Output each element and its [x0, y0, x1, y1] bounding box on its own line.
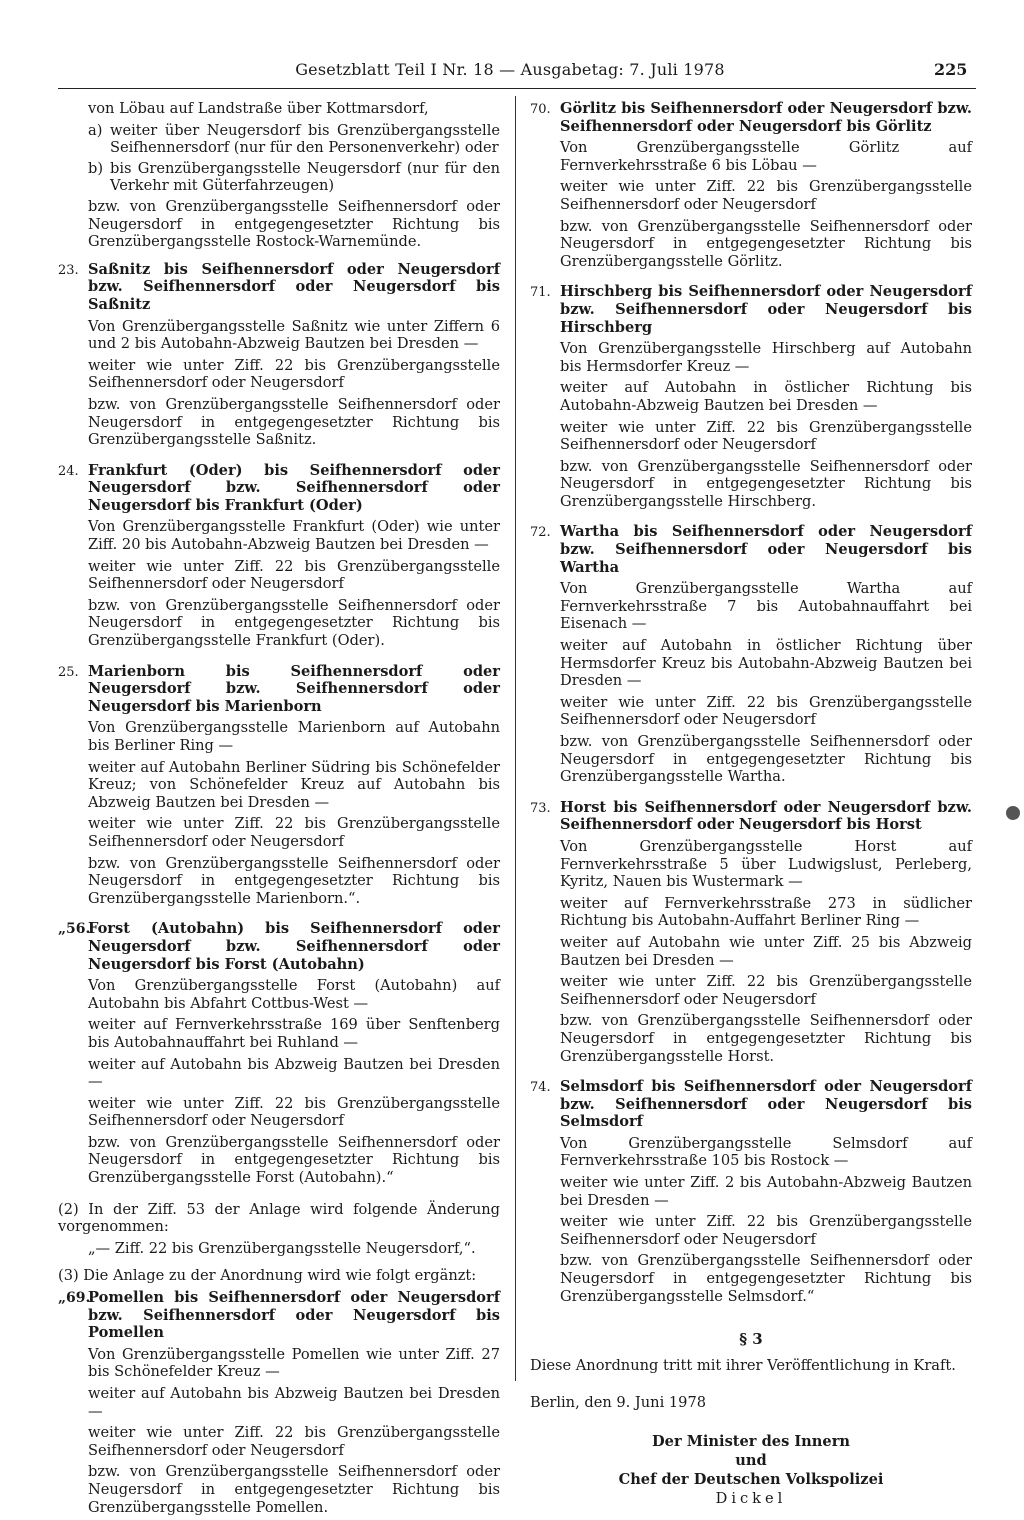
- route-intro: von Löbau auf Landstraße über Kottmarsdorf,: [88, 100, 429, 117]
- item-number: 74.: [530, 1080, 551, 1096]
- item-line: weiter auf Fernverkehrsstraße 273 in südlicher Richtung bis Autobahn-Auffahrt Berliner Ring —: [560, 894, 972, 930]
- page-number: 225: [934, 60, 968, 79]
- item-number: 70.: [530, 102, 551, 117]
- item-heading: Hirschberg bis Seifhennersdorf oder Neugersdorf bzw. Seifhennersdorf oder Neugersdorf bis Hirschberg: [560, 283, 972, 336]
- item-body: [560, 100, 972, 274]
- header-rule: [58, 88, 976, 89]
- item-line: weiter auf Fernverkehrsstraße 169 über Senftenberg bis Autobahnauffahrt bei Ruhland —: [88, 1016, 500, 1051]
- item-body: [88, 920, 500, 1190]
- item-line: weiter wie unter Ziff. 22 bis Grenzübergangsstelle Seifhennersdorf oder Neugersdorf: [88, 1094, 500, 1130]
- route-item: [58, 920, 500, 1190]
- left-route-list: [58, 261, 500, 1191]
- item-line: weiter wie unter Ziff. 22 bis Grenzübergangsstelle Seifhennersdorf oder Neugersdorf: [560, 178, 972, 213]
- item-line: weiter wie unter Ziff. 22 bis Grenzübergangsstelle Seifhennersdorf oder Neugersdorf: [560, 418, 972, 454]
- route-item-69: [58, 1289, 500, 1520]
- right-column: [530, 100, 972, 1508]
- item-line: bzw. von Grenzübergangsstelle Seifhennersdorf oder Neugersdorf in entgegengesetzter Richtung bis Grenzübergangsstelle Horst.: [560, 1012, 972, 1065]
- item-heading: Selmsdorf bis Seifhennersdorf oder Neugersdorf bzw. Seifhennersdorf oder Neugersdorf bis Selmsdorf: [560, 1078, 972, 1131]
- item-number: 71.: [530, 285, 551, 301]
- item-line: Von Grenzübergangsstelle Forst (Autobahn) auf Autobahn bis Abfahrt Cottbus-West —: [88, 977, 500, 1012]
- item-heading: Horst bis Seifhennersdorf oder Neugersdorf bzw. Seifhennersdorf oder Neugersdorf bis Horst: [560, 798, 972, 834]
- item-line: weiter auf Autobahn Berliner Südring bis Schönefelder Kreuz; von Schönefelder Kreuz auf Autobahn bis Abzweig Bautzen bei Dresden —: [88, 758, 500, 811]
- item-line: weiter wie unter Ziff. 22 bis Grenzübergangsstelle Seifhennersdorf oder Neugersdorf: [88, 815, 500, 850]
- route-item: [58, 261, 500, 453]
- route-item: [58, 663, 500, 912]
- item-number: 23.: [58, 262, 79, 278]
- item-line: Von Grenzübergangsstelle Hirschberg auf Autobahn bis Hermsdorfer Kreuz —: [560, 340, 972, 375]
- section-heading: § 3: [739, 1330, 763, 1349]
- column-divider: [515, 96, 516, 1381]
- route-return: bzw. von Grenzübergangsstelle Seifhennersdorf oder Neugersdorf in entgegengesetzter Richtung bis Grenzübergangsstelle Rostock-Warnemünde.: [88, 197, 500, 251]
- paragraph-3-text: (3) Die Anlage zu der Anordnung wird wie folgt ergänzt:: [58, 1267, 477, 1285]
- item-line: Von Grenzübergangsstelle Görlitz auf Fernverkehrsstraße 6 bis Löbau —: [560, 139, 972, 174]
- item-line: bzw. von Grenzübergangsstelle Seifhennersdorf oder Neugersdorf in entgegengesetzter Richtung bis Grenzübergangsstelle Frankfurt (Oder).: [88, 596, 500, 650]
- item-line: weiter auf Autobahn wie unter Ziff. 25 bis Abzweig Bautzen bei Dresden —: [560, 933, 972, 969]
- item-line: weiter wie unter Ziff. 2 bis Autobahn-Abzweig Bautzen bei Dresden —: [560, 1174, 972, 1209]
- item-heading: Görlitz bis Seifhennersdorf oder Neugersdorf bzw. Seifhennersdorf oder Neugersdorf bis Görlitz: [560, 100, 972, 135]
- item-body: [560, 523, 972, 789]
- item-heading: Pomellen bis Seifhennersdorf oder Neugersdorf bzw. Seifhennersdorf oder Neugersdorf bis Pomellen: [88, 1289, 500, 1342]
- gazette-title: Gesetzblatt Teil I Nr. 18 — Ausgabetag: 7. Juli 1978: [295, 60, 725, 79]
- item-line: Von Grenzübergangsstelle Frankfurt (Oder) wie unter Ziff. 20 bis Autobahn-Abzweig Bautzen bei Dresden —: [88, 518, 500, 554]
- item-line: Von Grenzübergangsstelle Pomellen wie unter Ziff. 27 bis Schönefelder Kreuz —: [88, 1345, 500, 1381]
- item-line: weiter wie unter Ziff. 22 bis Grenzübergangsstelle Seifhennersdorf oder Neugersdorf: [560, 973, 972, 1008]
- item-line: bzw. von Grenzübergangsstelle Seifhennersdorf oder Neugersdorf in entgegengesetzter Richtung bis Grenzübergangsstelle Hirschberg.: [560, 457, 972, 510]
- item-number: 25.: [58, 664, 79, 680]
- route-item: [530, 100, 972, 274]
- item-line: weiter wie unter Ziff. 22 bis Grenzübergangsstelle Seifhennersdorf oder Neugersdorf: [560, 693, 972, 729]
- paragraph-2: [58, 1201, 500, 1258]
- item-body: [88, 261, 500, 453]
- item-line: weiter auf Autobahn bis Abzweig Bautzen bei Dresden —: [88, 1385, 500, 1420]
- route-option-b: [88, 160, 500, 195]
- item-heading: Frankfurt (Oder) bis Seifhennersdorf oder Neugersdorf bzw. Seifhennersdorf oder Neugersdorf bis Frankfurt (Oder): [88, 461, 500, 514]
- section-text: Diese Anordnung tritt mit ihrer Veröffentlichung in Kraft.: [530, 1356, 956, 1374]
- option-label: a): [88, 121, 103, 139]
- item-line: bzw. von Grenzübergangsstelle Seifhennersdorf oder Neugersdorf in entgegengesetzter Richtung bis Grenzübergangsstelle Görlitz.: [560, 217, 972, 270]
- item-heading: Wartha bis Seifhennersdorf oder Neugersdorf bzw. Seifhennersdorf oder Neugersdorf bis Wartha: [560, 523, 972, 576]
- item-line: bzw. von Grenzübergangsstelle Seifhennersdorf oder Neugersdorf in entgegengesetzter Richtung bis Grenzübergangsstelle Pomellen.: [88, 1463, 500, 1516]
- signature-title: Der Minister des Innern: [652, 1433, 850, 1450]
- item-heading: Saßnitz bis Seifhennersdorf oder Neugersdorf bzw. Seifhennersdorf oder Neugersdorf bis Saßnitz: [88, 260, 500, 313]
- item-line: Von Grenzübergangsstelle Marienborn auf Autobahn bis Berliner Ring —: [88, 719, 500, 754]
- item-body: [88, 663, 500, 912]
- item-line: weiter auf Autobahn in östlicher Richtung bis Autobahn-Abzweig Bautzen bei Dresden —: [560, 379, 972, 414]
- binding-hole-mark: [1006, 806, 1020, 820]
- item-line: Von Grenzübergangsstelle Saßnitz wie unter Ziffern 6 und 2 bis Autobahn-Abzweig Bautzen bei Dresden —: [88, 317, 500, 353]
- item-line: weiter wie unter Ziff. 22 bis Grenzübergangsstelle Seifhennersdorf oder Neugersdorf: [88, 1424, 500, 1459]
- item-body: [560, 799, 972, 1069]
- route-option-a: [88, 122, 500, 157]
- paragraph-2-quote: „— Ziff. 22 bis Grenzübergangsstelle Neugersdorf,“.: [88, 1239, 476, 1257]
- route-item: [530, 523, 972, 789]
- route-item: [530, 1078, 972, 1309]
- item-number: 24.: [58, 463, 79, 479]
- route-item: [530, 283, 972, 514]
- item-body: [560, 1078, 972, 1309]
- signature-conjunction: und: [735, 1452, 767, 1469]
- paragraph-3: [58, 1267, 500, 1285]
- place-date: Berlin, den 9. Juni 1978: [530, 1394, 707, 1412]
- page-header: [0, 60, 1024, 84]
- item-body: [88, 462, 500, 654]
- item-line: Von Grenzübergangsstelle Wartha auf Fernverkehrsstraße 7 bis Autobahnauffahrt bei Eisenach —: [560, 580, 972, 633]
- signatory-name: Dickel: [715, 1490, 787, 1507]
- item-line: bzw. von Grenzübergangsstelle Seifhennersdorf oder Neugersdorf in entgegengesetzter Richtung bis Grenzübergangsstelle Saßnitz.: [88, 395, 500, 449]
- item-body: [560, 283, 972, 514]
- signature-title-2: Chef der Deutschen Volkspolizei: [618, 1471, 884, 1488]
- item-line: bzw. von Grenzübergangsstelle Seifhennersdorf oder Neugersdorf in entgegengesetzter Richtung bis Grenzübergangsstelle Forst (Autobahn).“: [88, 1133, 500, 1187]
- item-line: weiter auf Autobahn bis Abzweig Bautzen bei Dresden —: [88, 1055, 500, 1091]
- item-heading: Marienborn bis Seifhennersdorf oder Neugersdorf bzw. Seifhennersdorf oder Neugersdorf bis Marienborn: [88, 662, 500, 715]
- item-line: weiter wie unter Ziff. 22 bis Grenzübergangsstelle Seifhennersdorf oder Neugersdorf: [88, 557, 500, 593]
- item-number: „69.: [58, 1290, 91, 1307]
- item-line: bzw. von Grenzübergangsstelle Seifhennersdorf oder Neugersdorf in entgegengesetzter Richtung bis Grenzübergangsstelle Marienborn.“.: [88, 854, 500, 907]
- paragraph-2-text: (2) In der Ziff. 53 der Anlage wird folgende Änderung vorgenommen:: [58, 1200, 500, 1236]
- item-line: Von Grenzübergangsstelle Selmsdorf auf Fernverkehrsstraße 105 bis Rostock —: [560, 1134, 972, 1170]
- item-line: weiter wie unter Ziff. 22 bis Grenzübergangsstelle Seifhennersdorf oder Neugersdorf: [88, 356, 500, 392]
- left-column: [58, 100, 500, 1520]
- right-route-list: [530, 100, 972, 1309]
- item-line: bzw. von Grenzübergangsstelle Seifhennersdorf oder Neugersdorf in entgegengesetzter Richtung bis Grenzübergangsstelle Selmsdorf.“: [560, 1252, 972, 1305]
- item-heading: Forst (Autobahn) bis Seifhennersdorf oder Neugersdorf bzw. Seifhennersdorf oder Neugersdorf bis Forst (Autobahn): [88, 920, 500, 973]
- item-body: [88, 1289, 500, 1520]
- option-label: b): [88, 159, 104, 177]
- item-line: weiter wie unter Ziff. 22 bis Grenzübergangsstelle Seifhennersdorf oder Neugersdorf: [560, 1213, 972, 1248]
- item-line: Von Grenzübergangsstelle Horst auf Fernverkehrsstraße 5 über Ludwigslust, Perleberg, Kyritz, Nauen bis Wustermark —: [560, 837, 972, 891]
- item-number: „56.: [58, 921, 91, 938]
- option-text: bis Grenzübergangsstelle Neugersdorf (nur für den Verkehr mit Güterfahrzeugen): [110, 159, 500, 195]
- item-line: bzw. von Grenzübergangsstelle Seifhennersdorf oder Neugersdorf in entgegengesetzter Richtung bis Grenzübergangsstelle Wartha.: [560, 733, 972, 786]
- route-item: [530, 799, 972, 1069]
- item-number: 72.: [530, 525, 551, 541]
- option-text: weiter über Neugersdorf bis Grenzübergangsstelle Seifhennersdorf (nur für den Personenverkehr) oder: [110, 121, 500, 157]
- item-number: 73.: [530, 800, 551, 816]
- route-item: [58, 462, 500, 654]
- signature-block: [530, 1432, 972, 1508]
- item-line: weiter auf Autobahn in östlicher Richtung über Hermsdorfer Kreuz bis Autobahn-Abzweig Bautzen bei Dresden —: [560, 637, 972, 690]
